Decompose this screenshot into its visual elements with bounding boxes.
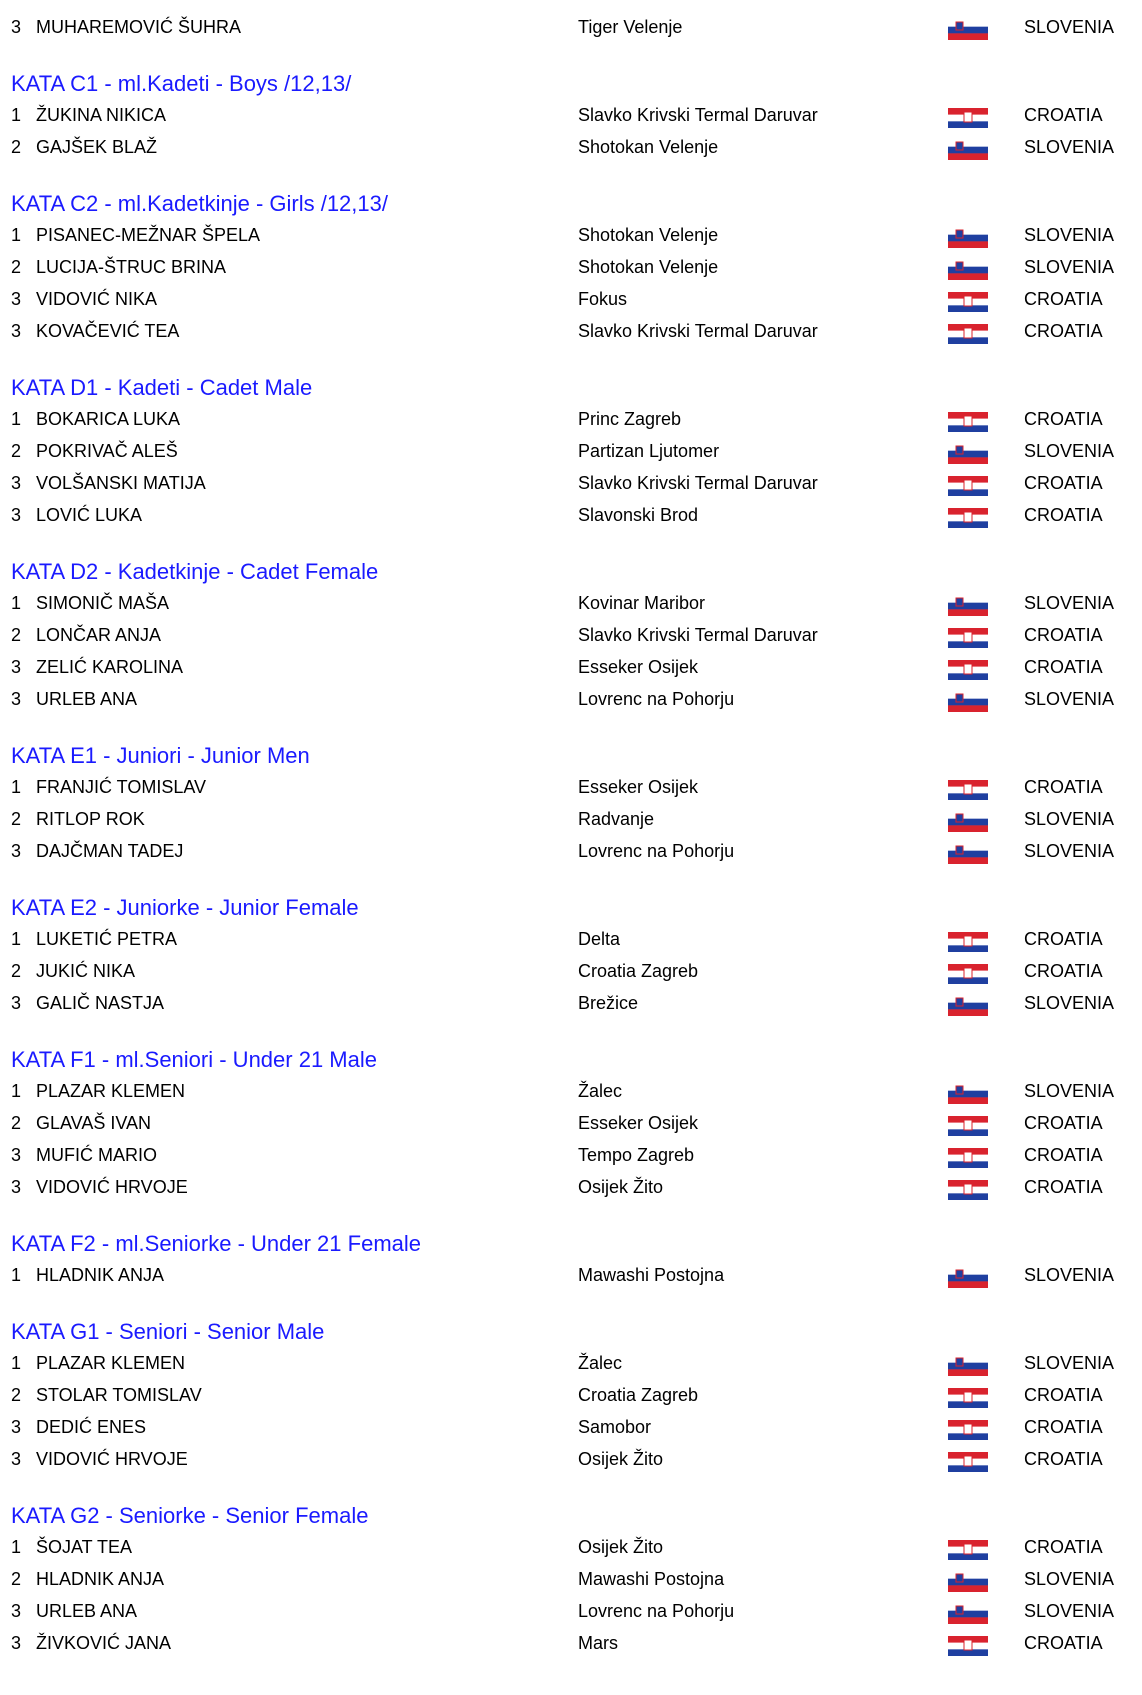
- club-name: Slavonski Brod: [578, 505, 699, 525]
- rank: 3: [11, 505, 22, 525]
- result-row: [0, 1379, 1142, 1411]
- club-name: Slavko Krivski Termal Daruvar: [578, 105, 818, 125]
- croatia-flag-icon: [948, 508, 988, 528]
- athlete-name: URLEB ANA: [36, 689, 138, 709]
- athlete-name: STOLAR TOMISLAV: [36, 1385, 202, 1405]
- slovenia-flag-icon: [948, 996, 988, 1016]
- croatia-flag-icon: [948, 476, 988, 496]
- croatia-flag-icon: [948, 1148, 988, 1168]
- flag-cell: [948, 844, 988, 864]
- flag-cell: [948, 1116, 988, 1136]
- croatia-flag-icon: [948, 964, 988, 984]
- result-row: [0, 1411, 1142, 1443]
- result-row: [0, 99, 1142, 131]
- club-name: Žalec: [578, 1081, 623, 1101]
- result-row: [0, 1171, 1142, 1203]
- country-name: CROATIA: [1024, 961, 1103, 981]
- club-name: Mawashi Postojna: [578, 1569, 725, 1589]
- athlete-name: LUKETIĆ PETRA: [36, 929, 178, 949]
- country-name: SLOVENIA: [1024, 1601, 1115, 1621]
- flag-cell: [948, 476, 988, 496]
- category-heading: KATA G2 - Seniorke - Senior Female: [11, 1503, 369, 1528]
- athlete-name: BOKARICA LUKA: [36, 409, 181, 429]
- rank: 3: [11, 689, 22, 709]
- country-name: SLOVENIA: [1024, 1081, 1115, 1101]
- result-row: [0, 1107, 1142, 1139]
- country-name: SLOVENIA: [1024, 689, 1115, 709]
- athlete-name: DAJČMAN TADEJ: [36, 841, 184, 861]
- croatia-flag-icon: [948, 292, 988, 312]
- rank: 1: [11, 1081, 22, 1101]
- category-heading: KATA C2 - ml.Kadetkinje - Girls /12,13/: [11, 191, 388, 216]
- club-name: Shotokan Velenje: [578, 137, 719, 157]
- athlete-name: MUHAREMOVIĆ ŠUHRA: [36, 17, 242, 37]
- athlete-name: PLAZAR KLEMEN: [36, 1081, 186, 1101]
- croatia-flag-icon: [948, 1116, 988, 1136]
- result-row: [0, 219, 1142, 251]
- flag-cell: [948, 1540, 988, 1560]
- club-name: Croatia Zagreb: [578, 1385, 699, 1405]
- slovenia-flag-icon: [948, 260, 988, 280]
- flag-cell: [948, 20, 988, 40]
- croatia-flag-icon: [948, 412, 988, 432]
- slovenia-flag-icon: [948, 596, 988, 616]
- club-name: Lovrenc na Pohorju: [578, 1601, 735, 1621]
- athlete-name: DEDIĆ ENES: [36, 1417, 147, 1437]
- club-name: Princ Zagreb: [578, 409, 682, 429]
- rank: 2: [11, 809, 22, 829]
- top-rows: [0, 0, 1142, 11]
- flag-cell: [948, 292, 988, 312]
- croatia-flag-icon: [948, 660, 988, 680]
- country-name: SLOVENIA: [1024, 593, 1115, 613]
- slovenia-flag-icon: [948, 844, 988, 864]
- country-name: SLOVENIA: [1024, 257, 1115, 277]
- croatia-flag-icon: [948, 780, 988, 800]
- flag-cell: [948, 1572, 988, 1592]
- slovenia-flag-icon: [948, 1268, 988, 1288]
- athlete-name: RITLOP ROK: [36, 809, 145, 829]
- slovenia-flag-icon: [948, 20, 988, 40]
- athlete-name: POKRIVAČ ALEŠ: [36, 441, 178, 461]
- rank: 1: [11, 1265, 22, 1285]
- result-row: [0, 467, 1142, 499]
- rank: 3: [11, 321, 22, 341]
- club-name: Žalec: [578, 1353, 623, 1373]
- result-row: [0, 435, 1142, 467]
- rank: 3: [11, 1417, 22, 1437]
- flag-cell: [948, 324, 988, 344]
- country-name: CROATIA: [1024, 777, 1103, 797]
- club-name: Tempo Zagreb: [578, 1145, 695, 1165]
- country-name: CROATIA: [1024, 625, 1103, 645]
- athlete-name: LONČAR ANJA: [36, 625, 162, 645]
- result-row: [0, 923, 1142, 955]
- club-name: Radvanje: [578, 809, 655, 829]
- rank: 1: [11, 777, 22, 797]
- rank: 2: [11, 137, 22, 157]
- athlete-name: KOVAČEVIĆ TEA: [36, 321, 180, 341]
- result-row: [0, 683, 1142, 715]
- rank: 2: [11, 257, 22, 277]
- slovenia-flag-icon: [948, 1604, 988, 1624]
- club-name: Tiger Velenje: [578, 17, 683, 37]
- result-row: [0, 403, 1142, 435]
- rank: 1: [11, 1537, 22, 1557]
- flag-cell: [948, 1636, 988, 1656]
- result-row: [0, 131, 1142, 163]
- flag-cell: [948, 260, 988, 280]
- athlete-name: GALIČ NASTJA: [36, 993, 165, 1013]
- country-name: SLOVENIA: [1024, 137, 1115, 157]
- flag-cell: [948, 660, 988, 680]
- country-name: CROATIA: [1024, 409, 1103, 429]
- flag-cell: [948, 508, 988, 528]
- rank: 3: [11, 473, 22, 493]
- country-name: CROATIA: [1024, 657, 1103, 677]
- rank: 3: [11, 17, 22, 37]
- flag-cell: [948, 932, 988, 952]
- club-name: Lovrenc na Pohorju: [578, 689, 735, 709]
- slovenia-flag-icon: [948, 1572, 988, 1592]
- flag-cell: [948, 1388, 988, 1408]
- country-name: SLOVENIA: [1024, 1569, 1115, 1589]
- slovenia-flag-icon: [948, 812, 988, 832]
- country-name: SLOVENIA: [1024, 17, 1115, 37]
- athlete-name: GAJŠEK BLAŽ: [36, 137, 158, 157]
- club-name: Esseker Osijek: [578, 657, 699, 677]
- slovenia-flag-icon: [948, 1084, 988, 1104]
- country-name: CROATIA: [1024, 1633, 1103, 1653]
- result-row: [0, 771, 1142, 803]
- category-heading: KATA G1 - Seniori - Senior Male: [11, 1319, 325, 1344]
- croatia-flag-icon: [948, 1452, 988, 1472]
- result-row: [0, 499, 1142, 531]
- athlete-name: SIMONIČ MAŠA: [36, 593, 170, 613]
- result-row: [0, 651, 1142, 683]
- croatia-flag-icon: [948, 108, 988, 128]
- rank: 1: [11, 105, 22, 125]
- result-row: [0, 803, 1142, 835]
- rank: 3: [11, 1145, 22, 1165]
- country-name: CROATIA: [1024, 1177, 1103, 1197]
- athlete-name: LOVIĆ LUKA: [36, 505, 143, 525]
- result-row: [0, 251, 1142, 283]
- rank: 3: [11, 841, 22, 861]
- flag-cell: [948, 1180, 988, 1200]
- country-name: CROATIA: [1024, 1145, 1103, 1165]
- country-name: CROATIA: [1024, 505, 1103, 525]
- club-name: Brežice: [578, 993, 639, 1013]
- athlete-name: URLEB ANA: [36, 1601, 138, 1621]
- croatia-flag-icon: [948, 932, 988, 952]
- club-name: Mars: [578, 1633, 618, 1653]
- result-row: [0, 1443, 1142, 1475]
- athlete-name: LUCIJA-ŠTRUC BRINA: [36, 257, 227, 277]
- club-name: Croatia Zagreb: [578, 961, 699, 981]
- club-name: Shotokan Velenje: [578, 225, 719, 245]
- flag-cell: [948, 228, 988, 248]
- athlete-name: ŠOJAT TEA: [36, 1537, 133, 1557]
- country-name: SLOVENIA: [1024, 1353, 1115, 1373]
- rank: 2: [11, 441, 22, 461]
- club-name: Osijek Žito: [578, 1537, 664, 1557]
- club-name: Partizan Ljutomer: [578, 441, 720, 461]
- rank: 1: [11, 409, 22, 429]
- athlete-name: JUKIĆ NIKA: [36, 961, 136, 981]
- result-row: [0, 11, 1142, 43]
- category-heading: KATA F1 - ml.Seniori - Under 21 Male: [11, 1047, 377, 1072]
- club-name: Samobor: [578, 1417, 652, 1437]
- club-name: Mawashi Postojna: [578, 1265, 725, 1285]
- flag-cell: [948, 1420, 988, 1440]
- club-name: Fokus: [578, 289, 628, 309]
- country-name: CROATIA: [1024, 321, 1103, 341]
- athlete-name: ZELIĆ KAROLINA: [36, 657, 184, 677]
- club-name: Kovinar Maribor: [578, 593, 706, 613]
- category-heading: KATA C1 - ml.Kadeti - Boys /12,13/: [11, 71, 352, 96]
- athlete-name: PLAZAR KLEMEN: [36, 1353, 186, 1373]
- flag-cell: [948, 1452, 988, 1472]
- athlete-name: FRANJIĆ TOMISLAV: [36, 777, 207, 797]
- flag-cell: [948, 596, 988, 616]
- country-name: SLOVENIA: [1024, 809, 1115, 829]
- croatia-flag-icon: [948, 1540, 988, 1560]
- rank: 2: [11, 961, 22, 981]
- slovenia-flag-icon: [948, 444, 988, 464]
- result-row: [0, 987, 1142, 1019]
- club-name: Lovrenc na Pohorju: [578, 841, 735, 861]
- rank: 1: [11, 1353, 22, 1373]
- country-name: CROATIA: [1024, 1417, 1103, 1437]
- country-name: SLOVENIA: [1024, 993, 1115, 1013]
- rank: 3: [11, 1449, 22, 1469]
- croatia-flag-icon: [948, 1388, 988, 1408]
- result-row: [0, 955, 1142, 987]
- country-name: CROATIA: [1024, 105, 1103, 125]
- club-name: Shotokan Velenje: [578, 257, 719, 277]
- result-row: [0, 283, 1142, 315]
- country-name: SLOVENIA: [1024, 841, 1115, 861]
- flag-cell: [948, 1356, 988, 1376]
- croatia-flag-icon: [948, 1180, 988, 1200]
- country-name: CROATIA: [1024, 1385, 1103, 1405]
- result-row: [0, 835, 1142, 867]
- flag-cell: [948, 140, 988, 160]
- category-heading: KATA E1 - Juniori - Junior Men: [11, 743, 310, 768]
- croatia-flag-icon: [948, 324, 988, 344]
- rank: 2: [11, 1569, 22, 1589]
- flag-cell: [948, 444, 988, 464]
- club-name: Slavko Krivski Termal Daruvar: [578, 321, 818, 341]
- country-name: CROATIA: [1024, 1113, 1103, 1133]
- club-name: Delta: [578, 929, 621, 949]
- rank: 3: [11, 993, 22, 1013]
- athlete-name: PISANEC-MEŽNAR ŠPELA: [36, 225, 261, 245]
- flag-cell: [948, 1148, 988, 1168]
- category-heading: KATA F2 - ml.Seniorke - Under 21 Female: [11, 1231, 421, 1256]
- flag-cell: [948, 1084, 988, 1104]
- rank: 2: [11, 1113, 22, 1133]
- result-row: [0, 1139, 1142, 1171]
- rank: 3: [11, 657, 22, 677]
- athlete-name: VIDOVIĆ HRVOJE: [36, 1449, 188, 1469]
- club-name: Osijek Žito: [578, 1177, 664, 1197]
- result-row: [0, 1347, 1142, 1379]
- category-heading: KATA E2 - Juniorke - Junior Female: [11, 895, 359, 920]
- croatia-flag-icon: [948, 628, 988, 648]
- club-name: Slavko Krivski Termal Daruvar: [578, 473, 818, 493]
- rank: 3: [11, 1177, 22, 1197]
- result-row: [0, 619, 1142, 651]
- rank: 3: [11, 1601, 22, 1621]
- slovenia-flag-icon: [948, 1356, 988, 1376]
- country-name: SLOVENIA: [1024, 1265, 1115, 1285]
- athlete-name: ŽUKINA NIKICA: [36, 105, 167, 125]
- result-row: [0, 1531, 1142, 1563]
- category-heading: KATA D1 - Kadeti - Cadet Male: [11, 375, 313, 400]
- flag-cell: [948, 108, 988, 128]
- athlete-name: VIDOVIĆ NIKA: [36, 289, 158, 309]
- club-name: Esseker Osijek: [578, 777, 699, 797]
- athlete-name: VOLŠANSKI MATIJA: [36, 473, 206, 493]
- rank: 1: [11, 929, 22, 949]
- rank: 2: [11, 625, 22, 645]
- club-name: Esseker Osijek: [578, 1113, 699, 1133]
- country-name: CROATIA: [1024, 929, 1103, 949]
- flag-cell: [948, 964, 988, 984]
- country-name: SLOVENIA: [1024, 441, 1115, 461]
- slovenia-flag-icon: [948, 140, 988, 160]
- country-name: CROATIA: [1024, 289, 1103, 309]
- rank: 1: [11, 225, 22, 245]
- result-row: [0, 315, 1142, 347]
- flag-cell: [948, 692, 988, 712]
- athlete-name: MUFIĆ MARIO: [36, 1145, 157, 1165]
- country-name: CROATIA: [1024, 1537, 1103, 1557]
- country-name: CROATIA: [1024, 1449, 1103, 1469]
- club-name: Slavko Krivski Termal Daruvar: [578, 625, 818, 645]
- rank: 1: [11, 593, 22, 613]
- result-row: [0, 1259, 1142, 1291]
- flag-cell: [948, 812, 988, 832]
- result-row: [0, 1075, 1142, 1107]
- flag-cell: [948, 780, 988, 800]
- flag-cell: [948, 1604, 988, 1624]
- result-row: [0, 1627, 1142, 1659]
- club-name: Osijek Žito: [578, 1449, 664, 1469]
- athlete-name: ŽIVKOVIĆ JANA: [36, 1633, 172, 1653]
- flag-cell: [948, 412, 988, 432]
- flag-cell: [948, 996, 988, 1016]
- croatia-flag-icon: [948, 1420, 988, 1440]
- country-name: CROATIA: [1024, 473, 1103, 493]
- rank: 3: [11, 1633, 22, 1653]
- croatia-flag-icon: [948, 1636, 988, 1656]
- flag-cell: [948, 1268, 988, 1288]
- flag-cell: [948, 628, 988, 648]
- result-row: [0, 1595, 1142, 1627]
- athlete-name: HLADNIK ANJA: [36, 1569, 165, 1589]
- athlete-name: HLADNIK ANJA: [36, 1265, 165, 1285]
- result-row: [0, 587, 1142, 619]
- country-name: SLOVENIA: [1024, 225, 1115, 245]
- slovenia-flag-icon: [948, 228, 988, 248]
- rank: 2: [11, 1385, 22, 1405]
- result-row: [0, 1563, 1142, 1595]
- rank: 3: [11, 289, 22, 309]
- slovenia-flag-icon: [948, 692, 988, 712]
- athlete-name: VIDOVIĆ HRVOJE: [36, 1177, 188, 1197]
- athlete-name: GLAVAŠ IVAN: [36, 1113, 152, 1133]
- category-heading: KATA D2 - Kadetkinje - Cadet Female: [11, 559, 379, 584]
